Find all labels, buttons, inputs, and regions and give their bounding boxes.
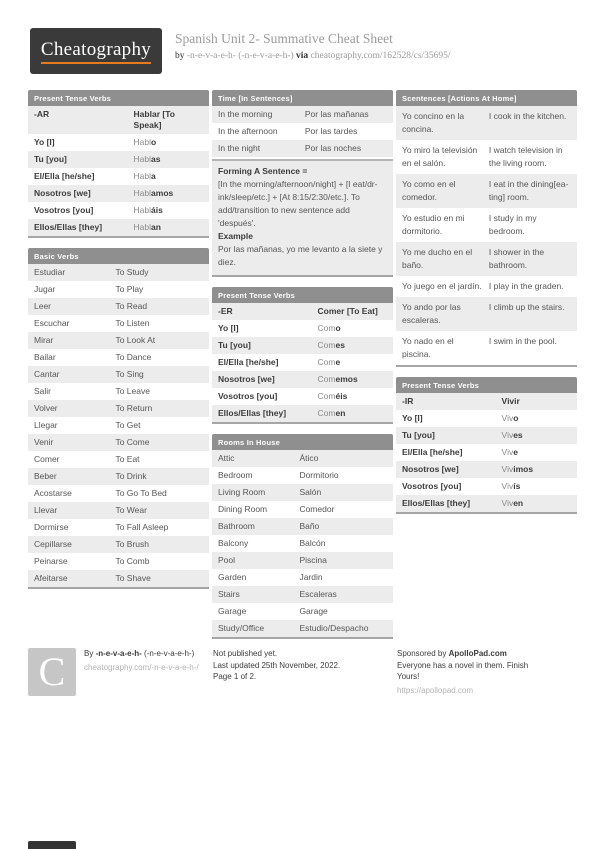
- table-row: [212, 337, 393, 354]
- cell-right: I climb up the stairs.: [488, 302, 565, 312]
- cheatography-logo-text: Cheatography: [41, 39, 151, 64]
- sponsor-line: Sponsored by ApolloPad.com: [397, 649, 507, 658]
- cell-right: To Shave: [115, 573, 151, 583]
- cell-left: Tu [you]: [34, 154, 67, 164]
- table-row: [28, 106, 209, 134]
- verb-stem: Com: [317, 408, 336, 418]
- table-row: [396, 461, 577, 478]
- verb-stem: Habl: [133, 171, 152, 181]
- verb-stem: Com: [317, 374, 336, 384]
- verb-ending: en: [335, 408, 346, 418]
- cell-right: To Comb: [115, 556, 150, 566]
- cell-right: [128, 151, 209, 168]
- cell-right: [312, 337, 393, 354]
- cell-right: To Get: [115, 420, 141, 430]
- verb-ending: an: [151, 222, 161, 232]
- cell-left: El/Ella [he/she]: [34, 171, 95, 181]
- table-row: [28, 417, 209, 434]
- table-row: [28, 168, 209, 185]
- table-row: [212, 620, 393, 637]
- cell-left: Yo juego en el jardín.: [402, 281, 482, 291]
- author-avatar[interactable]: [28, 648, 76, 696]
- table-row: [28, 383, 209, 400]
- via-label: via: [296, 51, 309, 61]
- table-row: [28, 151, 209, 168]
- cell-left: In the afternoon: [218, 126, 278, 136]
- cell-right: I shower in the bathroom.: [488, 247, 545, 270]
- text-line: Forming A Sentence =: [218, 166, 308, 176]
- cell-left: Attic: [218, 453, 235, 463]
- sponsor-link[interactable]: https://apollopad.com: [397, 685, 474, 695]
- cell-right: To Look At: [115, 335, 156, 345]
- verb-ending: e: [335, 357, 341, 367]
- sheet-url-link[interactable]: cheatography.com/162528/cs/35695/: [310, 51, 451, 61]
- table-row: [396, 276, 577, 297]
- cell-left: Salir: [34, 386, 52, 396]
- profile-link[interactable]: cheatography.com/-n-e-v-a-e-h-/: [84, 662, 199, 672]
- table-row: [396, 478, 577, 495]
- cell-right: To Return: [115, 403, 153, 413]
- publish-status: Not published yet.: [213, 649, 278, 658]
- sponsor-block: [397, 648, 577, 696]
- cell-right: Escaleras: [299, 589, 337, 599]
- verb-ending: Vivir: [501, 396, 520, 406]
- table-row: [396, 495, 577, 512]
- cell-right: To Dance: [115, 352, 152, 362]
- cell-right: [312, 303, 393, 320]
- footer-author-block: [28, 648, 213, 696]
- table-row: [396, 393, 577, 410]
- cell-right: [496, 461, 577, 478]
- table-row: [28, 134, 209, 151]
- cell-left: Escuchar: [34, 318, 70, 328]
- section-text-block: [212, 159, 393, 275]
- cell-right: [496, 393, 577, 410]
- table-row: [212, 552, 393, 569]
- cell-right: [496, 410, 577, 427]
- table-row: [396, 140, 577, 174]
- footer-author-name: -n-e-v-a-e-h-: [95, 649, 142, 658]
- table-row: [28, 553, 209, 570]
- table-row: [28, 451, 209, 468]
- verb-stem: Habl: [133, 188, 152, 198]
- cell-right: [128, 202, 209, 219]
- table-row: [28, 400, 209, 417]
- section: [396, 377, 577, 514]
- cell-left: Ellos/Ellas [they]: [218, 408, 287, 418]
- table-row: [396, 297, 577, 331]
- table-row: [396, 410, 577, 427]
- table-row: [212, 354, 393, 371]
- cell-right: Ático: [299, 453, 319, 463]
- table-row: [396, 106, 577, 140]
- cell-right: [312, 320, 393, 337]
- table-row: [28, 332, 209, 349]
- cell-left: Nosotros [we]: [402, 464, 459, 474]
- verb-stem: Viv: [501, 413, 514, 423]
- cell-left: Yo me ducho en el baño.: [402, 247, 473, 270]
- cell-right: I eat in the dining[eating] room.: [488, 179, 569, 202]
- table-row: [212, 106, 393, 123]
- cell-right: [128, 106, 209, 134]
- cell-right: To Wear: [115, 505, 147, 515]
- footer-status-block: [213, 648, 397, 696]
- table-row: [212, 388, 393, 405]
- cell-left: Mirar: [34, 335, 54, 345]
- cell-left: Bathroom: [218, 521, 255, 531]
- cell-right: Por las mañanas: [304, 109, 369, 119]
- cell-left: Peinarse: [34, 556, 68, 566]
- table-row: [396, 444, 577, 461]
- cell-left: Cantar: [34, 369, 60, 379]
- cell-right: [128, 185, 209, 202]
- cell-left: Pool: [218, 555, 236, 565]
- cell-left: Yo miro la televisión en el salón.: [402, 145, 478, 168]
- cell-right: Baño: [299, 521, 320, 531]
- section-header: Basic Verbs: [28, 248, 209, 264]
- cell-right: Piscina: [299, 555, 327, 565]
- table-row: [28, 219, 209, 236]
- cell-left: El/Ella [he/she]: [218, 357, 279, 367]
- cell-left: Garage: [218, 606, 247, 616]
- cell-left: Balcony: [218, 538, 249, 548]
- cell-right: To Study: [115, 267, 149, 277]
- cell-left: Stairs: [218, 589, 240, 599]
- verb-ending: en: [513, 498, 524, 508]
- last-updated: Last updated 25th November, 2022.: [213, 660, 341, 670]
- verb-ending: a: [151, 171, 156, 181]
- table-row: [212, 140, 393, 157]
- cell-left: Yo [I]: [218, 323, 239, 333]
- cell-left: Garden: [218, 572, 247, 582]
- table-row: [28, 519, 209, 536]
- table-row: [396, 331, 577, 365]
- cell-right: I play in the graden.: [488, 281, 564, 291]
- avatar-letter: C: [38, 649, 66, 694]
- verb-ending: Comer [To Eat]: [317, 306, 378, 316]
- sponsor-name: ApolloPad.com: [448, 649, 507, 658]
- section-header: Time [In Sentences]: [212, 90, 393, 106]
- cell-left: Tu [you]: [218, 340, 251, 350]
- section: [396, 90, 577, 367]
- section-header: Scentences [Actions At Home]: [396, 90, 577, 106]
- verb-ending: o: [513, 413, 519, 423]
- cell-right: Balcón: [299, 538, 326, 548]
- cell-right: [496, 478, 577, 495]
- table-row: [396, 208, 577, 242]
- section: [212, 287, 393, 424]
- cell-left: Nosotros [we]: [218, 374, 275, 384]
- verb-stem: Viv: [501, 464, 514, 474]
- cell-left: In the morning: [218, 109, 273, 119]
- cell-right: [496, 495, 577, 512]
- page-title: Spanish Unit 2- Summative Cheat Sheet: [175, 31, 393, 46]
- section: [28, 90, 209, 238]
- cell-right: I cook in the kitchen.: [488, 111, 567, 121]
- sponsor-tagline-1: Everyone has a novel in them. Finish: [397, 660, 529, 670]
- cell-right: [496, 427, 577, 444]
- cell-left: -AR: [34, 109, 50, 119]
- verb-stem: Habl: [133, 154, 152, 164]
- cell-left: Dining Room: [218, 504, 268, 514]
- cell-left: Yo [I]: [402, 413, 423, 423]
- table-row: [28, 315, 209, 332]
- cell-right: [128, 134, 209, 151]
- author-link[interactable]: -n-e-v-a-e-h- (-n-e-v-a-e-h-): [186, 51, 294, 61]
- cell-right: [312, 388, 393, 405]
- verb-ending: amos: [151, 188, 174, 198]
- cell-left: Beber: [34, 471, 57, 481]
- cell-left: El/Ella [he/she]: [402, 447, 463, 457]
- cell-right: Garage: [299, 606, 328, 616]
- table-row: [212, 303, 393, 320]
- cell-left: Vosotros [you]: [402, 481, 462, 491]
- verb-stem: Com: [317, 323, 336, 333]
- verb-stem: Viv: [501, 430, 514, 440]
- section-header: Rooms In House: [212, 434, 393, 450]
- verb-stem: Viv: [501, 481, 514, 491]
- text-line: [In the morning/afternoon/night] + [I eat/drink/sleep/etc.] + [At 8:15/2:30/etc.]. To add/transition to new sentence add 'después'.: [218, 179, 378, 228]
- cell-left: Jugar: [34, 284, 56, 294]
- column-1: [28, 90, 209, 599]
- cell-left: Comer: [34, 454, 60, 464]
- verb-stem: Habl: [133, 222, 152, 232]
- table-row: [28, 570, 209, 587]
- table-row: [212, 467, 393, 484]
- table-row: [212, 535, 393, 552]
- cell-right: [312, 405, 393, 422]
- table-row: [28, 349, 209, 366]
- column-3: [396, 90, 577, 524]
- cell-right: To Eat: [115, 454, 140, 464]
- verb-ending: o: [335, 323, 341, 333]
- cell-left: -IR: [402, 396, 414, 406]
- verb-ending: ís: [513, 481, 521, 491]
- verb-ending: es: [513, 430, 523, 440]
- cell-right: [312, 354, 393, 371]
- verb-ending: imos: [513, 464, 534, 474]
- table-row: [28, 366, 209, 383]
- verb-ending: Hablar [To Speak]: [133, 109, 175, 130]
- next-page-logo-peek: [28, 841, 76, 849]
- cell-left: Vosotros [you]: [218, 391, 278, 401]
- cell-right: Dormitorio: [299, 470, 339, 480]
- by-label: by: [175, 51, 185, 61]
- cell-right: To Sing: [115, 369, 144, 379]
- table-row: [212, 586, 393, 603]
- cell-left: Volver: [34, 403, 58, 413]
- cell-left: Yo concino en la concina.: [402, 111, 465, 134]
- verb-stem: Com: [317, 391, 336, 401]
- verb-ending: as: [151, 154, 161, 164]
- cell-right: [312, 371, 393, 388]
- cell-left: Yo [I]: [34, 137, 55, 147]
- cell-right: Jardin: [299, 572, 323, 582]
- table-row: [212, 371, 393, 388]
- table-row: [212, 320, 393, 337]
- cell-left: In the night: [218, 143, 261, 153]
- cell-right: Por las noches: [304, 143, 362, 153]
- cell-left: Acostarse: [34, 488, 72, 498]
- cell-left: Llevar: [34, 505, 58, 515]
- table-row: [28, 434, 209, 451]
- verb-stem: Habl: [133, 137, 152, 147]
- column-2: [212, 90, 393, 649]
- table-row: [396, 174, 577, 208]
- cell-left: Bailar: [34, 352, 56, 362]
- section: [212, 90, 393, 277]
- cell-right: I study in my bedroom.: [488, 213, 537, 236]
- cell-right: I watch television in the living room.: [488, 145, 563, 168]
- table-row: [212, 123, 393, 140]
- text-line: Por las mañanas, yo me levanto a la siete y diez.: [218, 244, 383, 267]
- text-line: Example: [218, 231, 253, 241]
- table-row: [212, 603, 393, 620]
- footer-author: By -n-e-v-a-e-h- (-n-e-v-a-e-h-): [84, 649, 195, 658]
- verb-stem: Habl: [133, 205, 152, 215]
- table-row: [28, 502, 209, 519]
- cell-right: To Go To Bed: [115, 488, 167, 498]
- cell-left: Ellos/Ellas [they]: [402, 498, 471, 508]
- page-indicator: Page 1 of 2.: [213, 672, 257, 681]
- cell-right: To Read: [115, 301, 148, 311]
- table-row: [212, 518, 393, 535]
- cell-right: Estudio/Despacho: [299, 623, 369, 633]
- cell-right: Comedor: [299, 504, 335, 514]
- table-row: [212, 405, 393, 422]
- table-row: [212, 450, 393, 467]
- table-row: [28, 536, 209, 553]
- section-header: Present Tense Verbs: [396, 377, 577, 393]
- sponsor-tagline-2: Yours!: [397, 672, 420, 681]
- cell-right: To Play: [115, 284, 144, 294]
- verb-ending: áis: [151, 205, 163, 215]
- table-row: [212, 569, 393, 586]
- table-row: [28, 468, 209, 485]
- section: [28, 248, 209, 589]
- cell-right: Por las tardes: [304, 126, 358, 136]
- cell-right: To Listen: [115, 318, 150, 328]
- cell-left: Tu [you]: [402, 430, 435, 440]
- cell-right: To Come: [115, 437, 150, 447]
- cell-right: To Leave: [115, 386, 150, 396]
- cell-left: Estudiar: [34, 267, 66, 277]
- cell-left: Bedroom: [218, 470, 253, 480]
- verb-stem: Com: [317, 340, 336, 350]
- cell-left: Leer: [34, 301, 52, 311]
- cell-left: Yo ando por las escaleras.: [402, 302, 461, 325]
- cell-left: Afeitarse: [34, 573, 68, 583]
- section-header: Present Tense Verbs: [28, 90, 209, 106]
- verb-stem: Viv: [501, 447, 514, 457]
- cell-right: To Fall Asleep: [115, 522, 169, 532]
- table-row: [396, 427, 577, 444]
- verb-ending: éis: [335, 391, 348, 401]
- cell-left: Yo nado en el piscina.: [402, 336, 454, 359]
- cell-left: -ER: [218, 306, 233, 316]
- cell-right: I swim in the pool.: [488, 336, 557, 346]
- table-row: [28, 485, 209, 502]
- cell-right: [128, 168, 209, 185]
- table-row: [212, 484, 393, 501]
- cell-left: Llegar: [34, 420, 58, 430]
- footer-author-paren: (-n-e-v-a-e-h-): [144, 649, 195, 658]
- verb-ending: emos: [335, 374, 358, 384]
- cell-left: Yo estudio en mi dormitorio.: [402, 213, 465, 236]
- cell-left: Vosotros [you]: [34, 205, 94, 215]
- byline: [175, 51, 451, 61]
- table-row: [396, 242, 577, 276]
- verb-ending: o: [151, 137, 157, 147]
- section: [212, 434, 393, 639]
- table-row: [28, 298, 209, 315]
- content-columns: [28, 90, 577, 649]
- cell-right: [128, 219, 209, 236]
- cell-right: To Brush: [115, 539, 149, 549]
- verb-stem: Com: [317, 357, 336, 367]
- cell-left: Dormirse: [34, 522, 69, 532]
- cell-left: Cepillarse: [34, 539, 72, 549]
- cell-right: Salón: [299, 487, 322, 497]
- table-row: [28, 185, 209, 202]
- cell-right: To Drink: [115, 471, 147, 481]
- verb-stem: Viv: [501, 498, 514, 508]
- footer: [28, 648, 577, 696]
- table-row: [212, 501, 393, 518]
- cell-left: Venir: [34, 437, 54, 447]
- cell-left: Study/Office: [218, 623, 265, 633]
- verb-ending: es: [335, 340, 345, 350]
- cell-left: Ellos/Ellas [they]: [34, 222, 103, 232]
- cell-left: Yo como en el comedor.: [402, 179, 456, 202]
- cell-left: Nosotros [we]: [34, 188, 91, 198]
- section-header: Present Tense Verbs: [212, 287, 393, 303]
- verb-ending: e: [513, 447, 518, 457]
- table-row: [28, 281, 209, 298]
- table-row: [28, 202, 209, 219]
- cheatography-logo[interactable]: [30, 28, 162, 74]
- table-row: [28, 264, 209, 281]
- cell-left: Living Room: [218, 487, 266, 497]
- cell-right: [496, 444, 577, 461]
